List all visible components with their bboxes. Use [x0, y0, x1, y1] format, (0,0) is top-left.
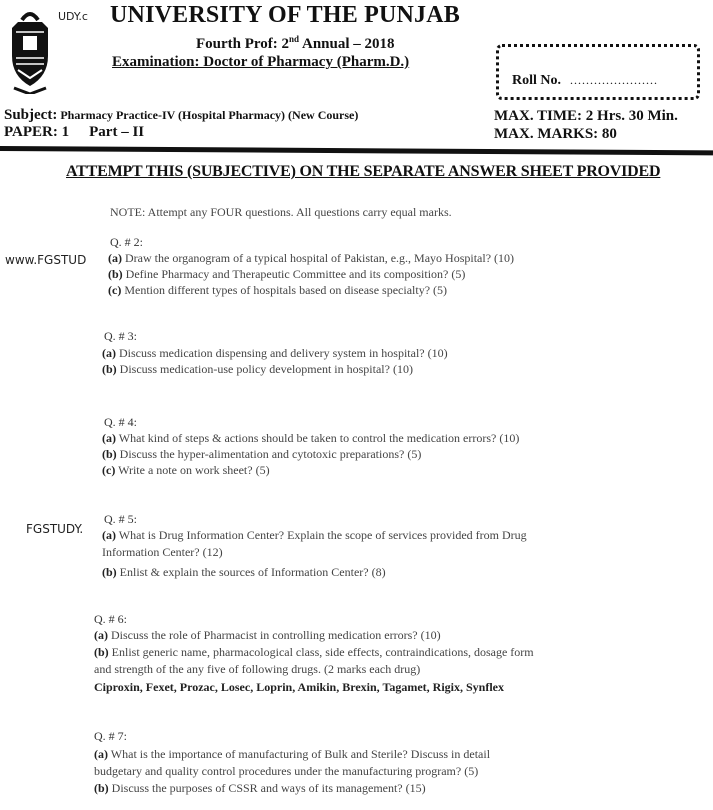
part-text: Enlist generic name, pharmacological class, side effects, contraindications, dosage form — [111, 645, 534, 659]
question-part-continuation: budgetary and quality control procedures under the manufacturing program? (5) — [94, 764, 479, 778]
roll-number-box — [496, 44, 700, 100]
drug-list: Ciproxin, Fexet, Prozac, Losec, Loprin, Amikin, Brexin, Tagamet, Rigix, Synflex — [94, 680, 505, 694]
question-number: Q. # 4: — [104, 415, 137, 429]
subject-line — [4, 107, 358, 124]
university-crest-icon — [8, 6, 52, 94]
question-part — [102, 431, 519, 446]
part-text: What kind of steps & actions should be taken to control the medication errors? (10) — [118, 431, 520, 445]
part-label: (c) — [108, 283, 122, 297]
part-label: (c) — [102, 463, 116, 477]
question-part — [102, 447, 421, 462]
part-text: Mention different types of hospitals based on disease specialty? (5) — [124, 283, 448, 297]
question-part — [102, 362, 413, 377]
part-text: Discuss medication-use policy development in hospital? (10) — [119, 362, 413, 376]
question-part — [94, 781, 426, 796]
paper-part: Part – II — [89, 124, 145, 140]
part-text: Write a note on work sheet? (5) — [118, 463, 270, 477]
part-text: Discuss the role of Pharmacist in controlling medication errors? (10) — [111, 628, 441, 642]
subject-name: Pharmacy Practice-IV (Hospital Pharmacy) (New Course) — [60, 108, 359, 122]
question-part — [94, 747, 490, 762]
question-part — [94, 628, 441, 643]
part-label: (a) — [94, 628, 108, 642]
part-text: Discuss the purposes of CSSR and ways of its management? (15) — [111, 781, 426, 795]
watermark-middle: www.FGSTUD — [5, 253, 87, 267]
part-label: (a) — [102, 528, 116, 542]
question-part — [108, 267, 465, 282]
roll-number-label: Roll No. — [512, 73, 561, 88]
question-part — [108, 251, 514, 266]
university-title: UNIVERSITY OF THE PUNJAB — [110, 2, 460, 28]
part-label: (b) — [102, 565, 117, 579]
question-part — [102, 346, 448, 361]
part-label: (a) — [102, 431, 116, 445]
exam-session-ordinal: nd — [289, 34, 300, 44]
question-number: Q. # 5: — [104, 512, 137, 526]
question-number: Q. # 7: — [94, 729, 127, 743]
part-text: Enlist & explain the sources of Information Center? (8) — [119, 565, 386, 579]
watermark-top: UDY.c — [58, 10, 88, 23]
part-text: Draw the organogram of a typical hospital of Pakistan, e.g., Mayo Hospital? (10) — [125, 251, 515, 265]
paper-number: PAPER: 1 — [4, 124, 70, 140]
part-label: (b) — [108, 267, 123, 281]
part-text: Discuss the hyper-alimentation and cytotoxic preparations? (5) — [119, 447, 422, 461]
question-part — [102, 528, 527, 543]
question-part — [94, 645, 534, 660]
attempt-instruction: ATTEMPT THIS (SUBJECTIVE) ON THE SEPARATE ANSWER SHEET PROVIDED — [66, 163, 661, 180]
part-label: (b) — [94, 645, 109, 659]
part-label: (b) — [94, 781, 109, 795]
watermark-lower: FGSTUDY. — [26, 522, 84, 536]
question-part-continuation: and strength of the any five of following drugs. (2 marks each drug) — [94, 662, 421, 676]
part-label: (a) — [94, 747, 108, 761]
part-label: (b) — [102, 362, 117, 376]
exam-session-suffix: Annual – 2018 — [299, 36, 395, 52]
exam-note: NOTE: Attempt any FOUR questions. All questions carry equal marks. — [110, 205, 452, 219]
question-part — [102, 565, 386, 580]
part-text: Define Pharmacy and Therapeutic Committee and its composition? (5) — [125, 267, 466, 281]
max-time: MAX. TIME: 2 Hrs. 30 Min. — [494, 108, 678, 124]
examination-title: Examination: Doctor of Pharmacy (Pharm.D.) — [112, 54, 410, 70]
question-part — [102, 463, 270, 478]
part-label: (a) — [108, 251, 122, 265]
paper-line — [4, 124, 144, 141]
question-number: Q. # 3: — [104, 329, 137, 343]
max-marks: MAX. MARKS: 80 — [494, 126, 617, 142]
part-label: (b) — [102, 447, 117, 461]
header-divider — [0, 146, 713, 155]
part-text: What is the importance of manufacturing of Bulk and Sterile? Discuss in detail — [110, 747, 491, 761]
roll-number-field[interactable]: ...................... — [570, 73, 658, 87]
part-text: What is Drug Information Center? Explain the scope of services provided from Drug — [118, 528, 527, 542]
question-number: Q. # 2: — [110, 235, 143, 249]
part-label: (a) — [102, 346, 116, 360]
question-part — [108, 283, 447, 298]
part-text: Discuss medication dispensing and delivery system in hospital? (10) — [119, 346, 448, 360]
subject-label: Subject: — [4, 107, 58, 123]
question-part-continuation: Information Center? (12) — [102, 545, 223, 559]
exam-session — [196, 34, 395, 53]
exam-session-prefix: Fourth Prof: 2 — [196, 36, 290, 52]
question-number: Q. # 6: — [94, 612, 127, 626]
